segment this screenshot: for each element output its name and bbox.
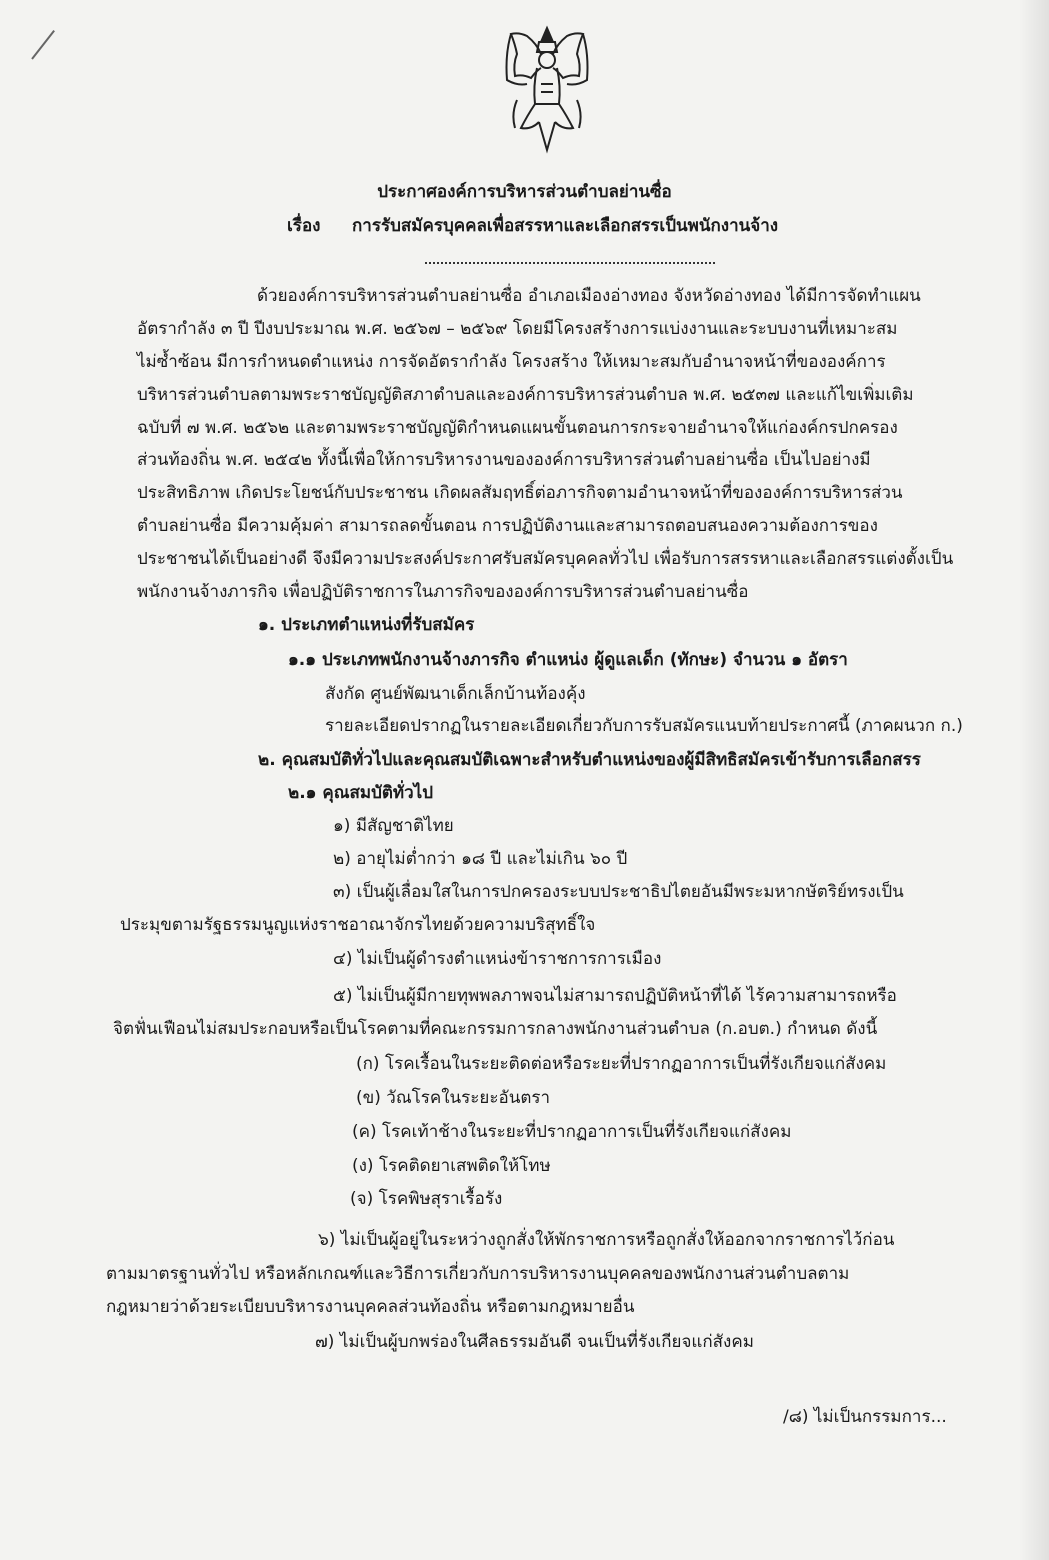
qualification-6-cont: ตามมาตรฐานทั่วไป หรือหลักเกณฑ์และวิธีการเกี่ยวกับการบริหารงานบุคคลของพนักงานส่วนตำบลตาม [106, 1264, 850, 1284]
subject-text: การรับสมัครบุคคลเพื่อสรรหาและเลือกสรรเป็นพนักงานจ้าง [352, 216, 779, 236]
title-divider [425, 262, 715, 264]
disease-item: (ก) โรคเรื้อนในระยะติดต่อหรือระยะที่ปรากฏอาการเป็นที่รังเกียจแก่สังคม [356, 1054, 887, 1074]
pencil-mark [31, 30, 55, 60]
intro-line: ไม่ซ้ำซ้อน มีการกำหนดตำแหน่ง การจัดอัตรากำลัง โครงสร้าง ให้เหมาะสมกับอำนาจหน้าที่ขององค์การ [137, 352, 886, 372]
section-1-heading: ๑. ประเภทตำแหน่งที่รับสมัคร [258, 615, 475, 635]
subject-label: เรื่อง [287, 216, 321, 236]
qualification-6-cont: กฎหมายว่าด้วยระเบียบบริหารงานบุคคลส่วนท้องถิ่น หรือตามกฎหมายอื่น [106, 1297, 635, 1317]
disease-item: (ค) โรคเท้าช้างในระยะที่ปรากฏอาการเป็นที่รังเกียจแก่สังคม [352, 1122, 792, 1142]
qualification-3-cont: ประมุขตามรัฐธรรมนูญแห่งราชอาณาจักรไทยด้วยความบริสุทธิ์ใจ [120, 915, 596, 935]
disease-item: (ข) วัณโรคในระยะอันตรา [356, 1088, 551, 1108]
affiliation-text: สังกัด ศูนย์พัฒนาเด็กเล็กบ้านท้องคุ้ง [325, 684, 586, 704]
disease-item: (จ) โรคพิษสุราเรื้อรัง [350, 1189, 503, 1209]
intro-line: อัตรากำลัง ๓ ปี ปีงบประมาณ พ.ศ. ๒๕๖๗ – ๒๕๖๙ โดยมีโครงสร้างการแบ่งงานและระบบงานที่เหมาะสม [137, 319, 898, 339]
intro-line: ส่วนท้องถิ่น พ.ศ. ๒๕๔๒ ทั้งนี้เพื่อให้การบริหารงานขององค์การบริหารส่วนตำบลย่านซื่อ เป็นไปอย่างมี [137, 450, 871, 470]
qualification-4: ๔) ไม่เป็นผู้ดำรงตำแหน่งข้าราชการการเมือง [333, 949, 662, 969]
section-2-1-heading: ๒.๑ คุณสมบัติทั่วไป [288, 783, 434, 803]
disease-item: (ง) โรคติดยาเสพติดให้โทษ [352, 1156, 551, 1176]
page-shadow [1019, 0, 1049, 1560]
continued-note: /๘) ไม่เป็นกรรมการ... [783, 1407, 947, 1427]
section-2-heading: ๒. คุณสมบัติทั่วไปและคุณสมบัติเฉพาะสำหรับตำแหน่งของผู้มีสิทธิสมัครเข้ารับการเลือกสรร [258, 750, 921, 770]
qualification-3: ๓) เป็นผู้เลื่อมใสในการปกครองระบบประชาธิปไตยอันมีพระมหากษัตริย์ทรงเป็น [333, 882, 904, 902]
qualification-5: ๕) ไม่เป็นผู้มีกายทุพพลภาพจนไม่สามารถปฏิบัติหน้าที่ได้ ไร้ความสามารถหรือ [333, 986, 897, 1006]
qualification-1: ๑) มีสัญชาติไทย [333, 816, 454, 836]
qualification-5-cont: จิตฟั่นเฟือนไม่สมประกอบหรือเป็นโรคตามที่คณะกรรมการกลางพนักงานส่วนตำบล (ก.อบต.) กำหนด ดังนี้ [113, 1019, 878, 1039]
intro-line: ประชาชนได้เป็นอย่างดี จึงมีความประสงค์ประกาศรับสมัครบุคคลทั่วไป เพื่อรับการสรรหาและเลือกสรรแต่งตั้งเป็น [137, 549, 954, 569]
qualification-2: ๒) อายุไม่ต่ำกว่า ๑๘ ปี และไม่เกิน ๖๐ ปี [333, 849, 628, 869]
intro-line: ฉบับที่ ๗ พ.ศ. ๒๕๖๒ และตามพระราชบัญญัติกำหนดแผนขั้นตอนการกระจายอำนาจให้แก่องค์กรปกครอง [137, 418, 898, 438]
qualification-6: ๖) ไม่เป็นผู้อยู่ในระหว่างถูกสั่งให้พักราชการหรือถูกสั่งให้ออกจากราชการไว้ก่อน [318, 1230, 895, 1250]
announcement-title: ประกาศองค์การบริหารส่วนตำบลย่านซื่อ [377, 182, 672, 202]
intro-line: ด้วยองค์การบริหารส่วนตำบลย่านซื่อ อำเภอเมืองอ่างทอง จังหวัดอ่างทอง ได้มีการจัดทำแผน [257, 286, 921, 306]
intro-line: ประสิทธิภาพ เกิดประโยชน์กับประชาชน เกิดผลสัมฤทธิ์ต่อภารกิจตามอำนาจหน้าที่ขององค์การบริหารส่วน [137, 483, 903, 503]
intro-line: บริหารส่วนตำบลตามพระราชบัญญัติสภาตำบลและองค์การบริหารส่วนตำบล พ.ศ. ๒๕๓๗ และแก้ไขเพิ่มเติม [137, 385, 914, 405]
qualification-7: ๗) ไม่เป็นผู้บกพร่องในศีลธรรมอันดี จนเป็นที่รังเกียจแก่สังคม [315, 1332, 754, 1352]
intro-line: ตำบลย่านซื่อ มีความคุ้มค่า สามารถลดขั้นตอน การปฏิบัติงานและสามารถตอบสนองความต้องการของ [137, 516, 878, 536]
garuda-emblem [497, 24, 597, 154]
details-text: รายละเอียดปรากฏในรายละเอียดเกี่ยวกับการรับสมัครแนบท้ายประกาศนี้ (ภาคผนวก ก.) [325, 716, 963, 736]
section-1-1-heading: ๑.๑ ประเภทพนักงานจ้างภารกิจ ตำแหน่ง ผู้ดูแลเด็ก (ทักษะ) จำนวน ๑ อัตรา [288, 650, 848, 670]
intro-line: พนักงานจ้างภารกิจ เพื่อปฏิบัติราชการในภารกิจขององค์การบริหารส่วนตำบลย่านซื่อ [137, 582, 749, 602]
